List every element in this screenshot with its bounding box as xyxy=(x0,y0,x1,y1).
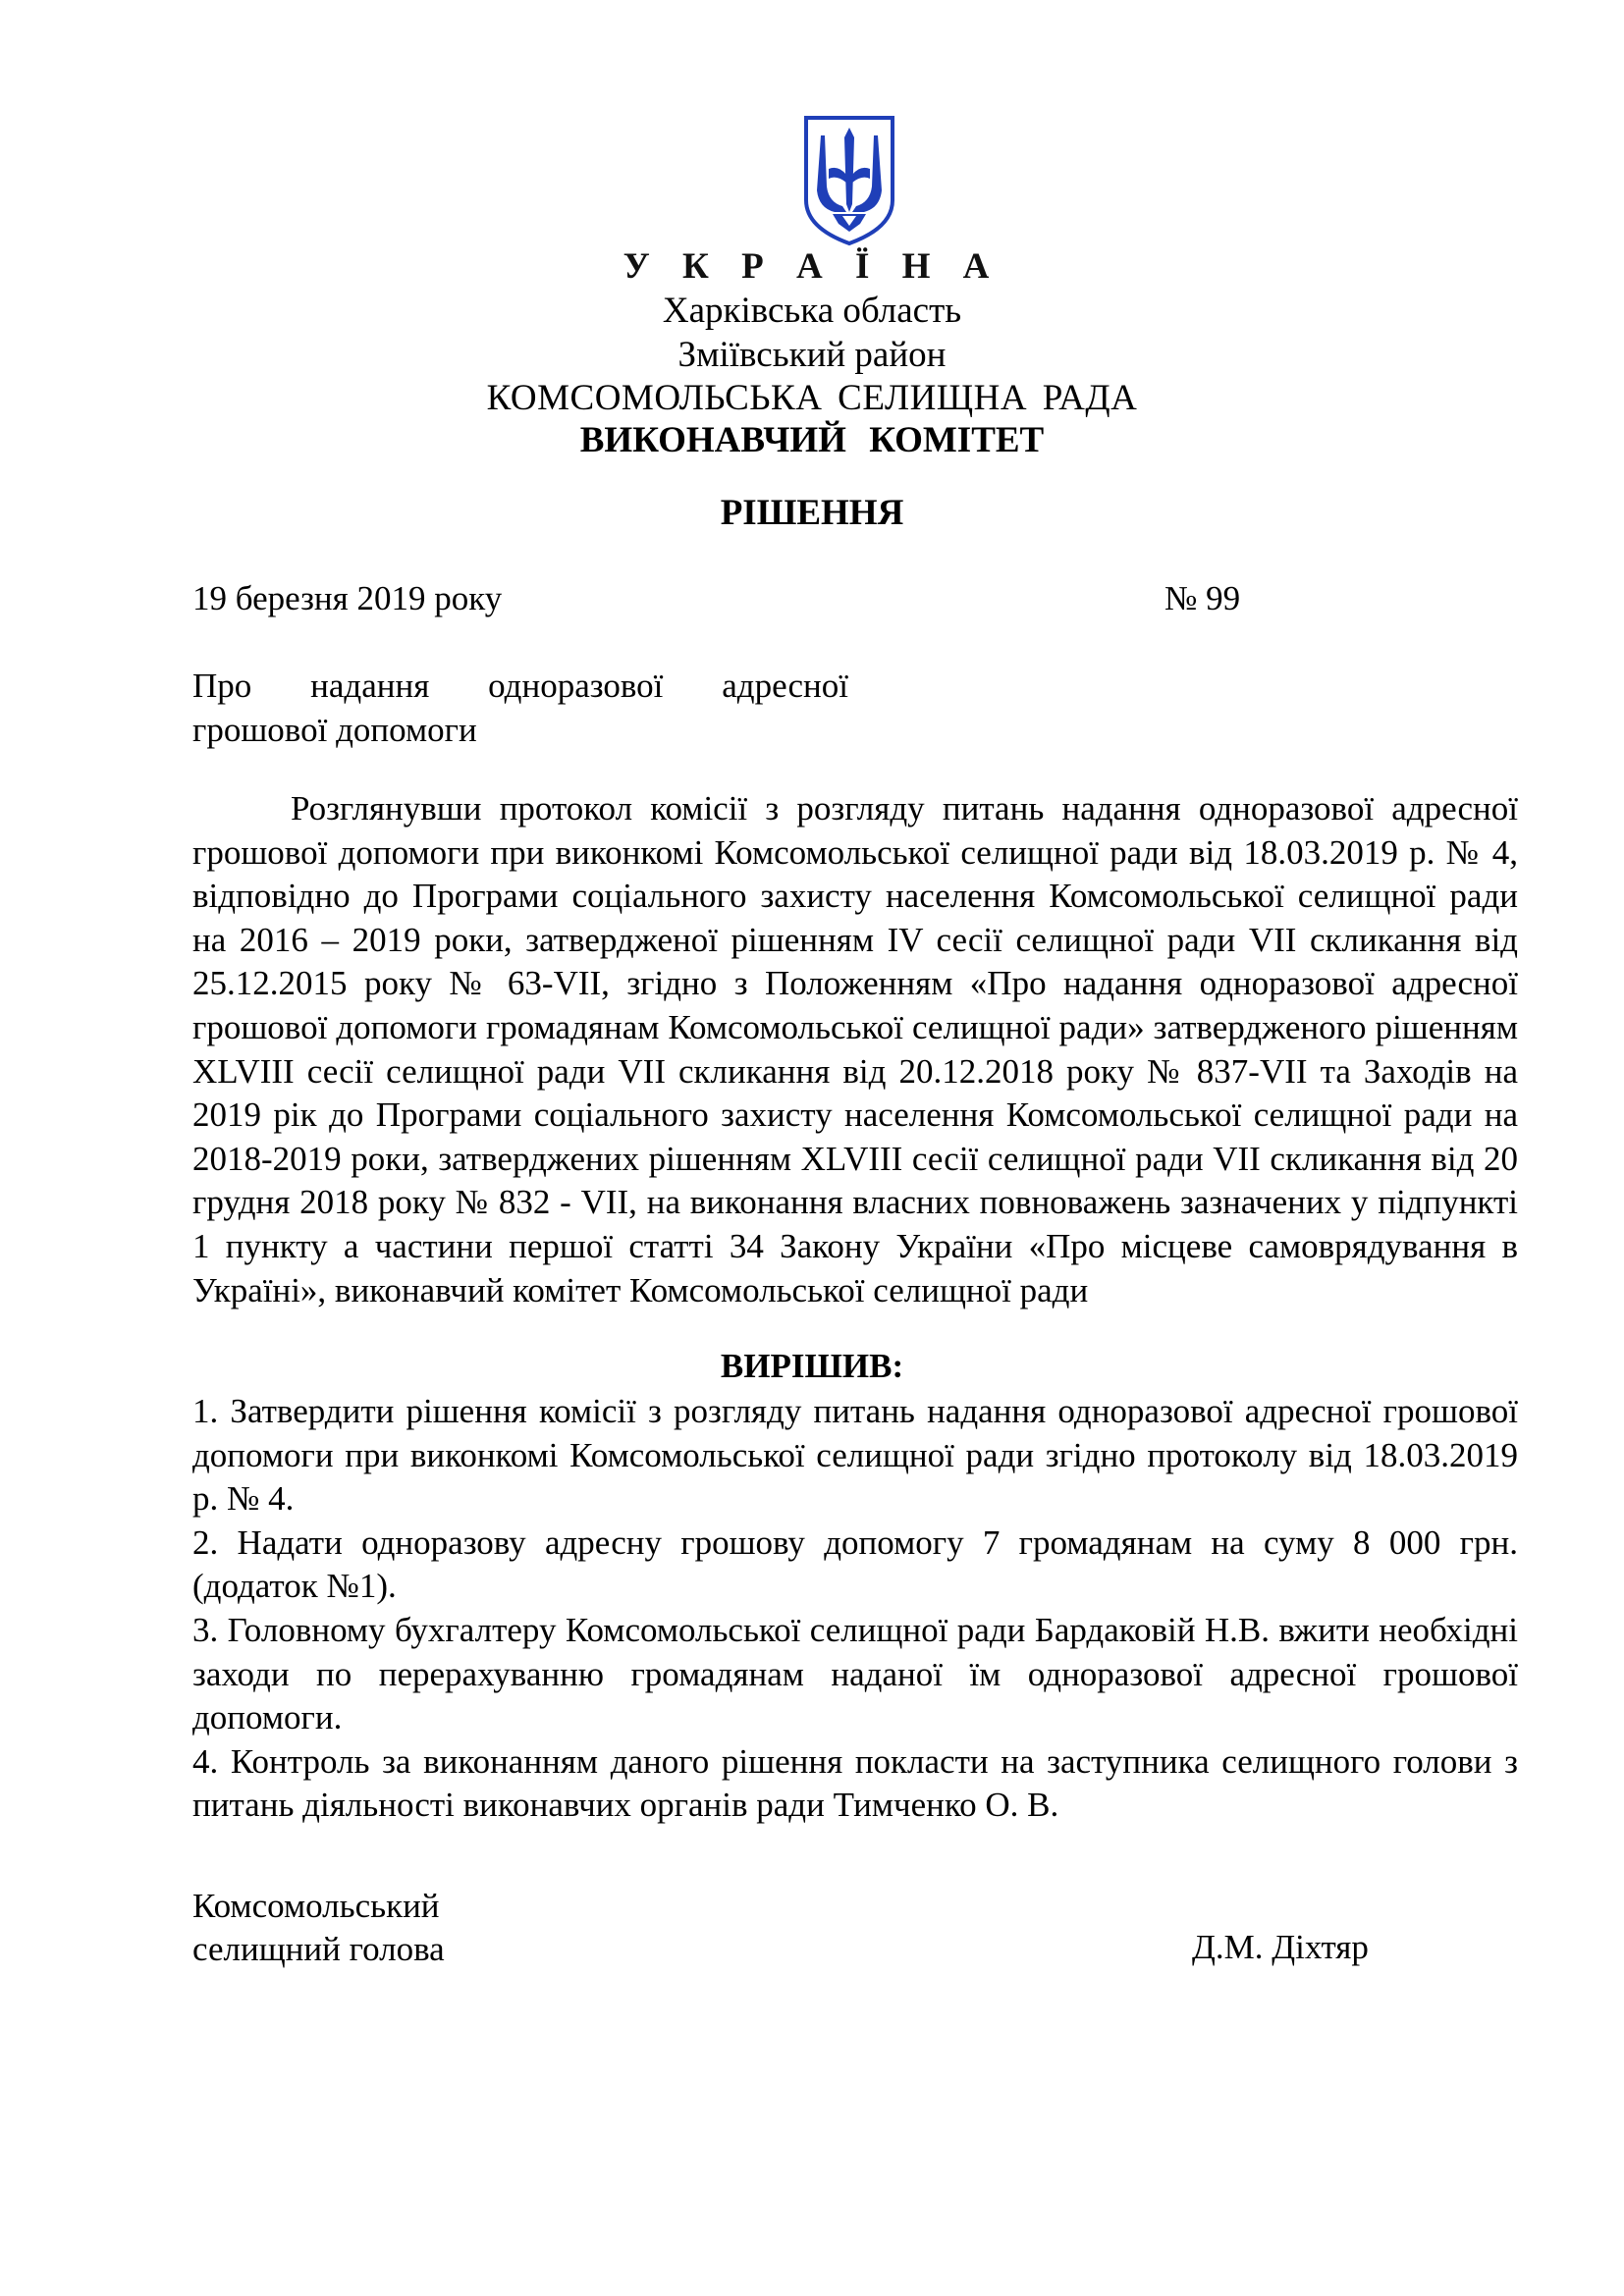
resolution-item: 4. Контроль за виконанням даного рішення покласти на заступника селищного голови з питань діяльності виконавчих органів ради Тимченко О. В. xyxy=(192,1741,1518,1825)
signatory-title-line-2: селищний голова xyxy=(192,1930,445,1968)
resolution-item: 2. Надати одноразову адресну грошову допомогу 7 громадянам на суму 8 000 грн. (додаток №1). xyxy=(192,1522,1518,1606)
decision-subject xyxy=(192,664,848,752)
ukraine-coat-of-arms-icon xyxy=(803,114,895,247)
committee-name: ВИКОНАВЧИЙ КОМІТЕТ xyxy=(579,420,1045,460)
resolved-heading: ВИРІШИВ: xyxy=(720,1347,904,1385)
signatory-name: Д.М. Діхтяр xyxy=(1192,1928,1369,1966)
subject-line-1: Про надання одноразової адресної xyxy=(192,667,848,705)
oblast-name: Харківська область xyxy=(662,291,962,331)
preamble-paragraph: Розглянувши протокол комісії з розгляду питань надання одноразової адресної грошової допомоги при виконкомі Комсомольської селищної ради від 18.03.2019 р. № 4, відповідно до Програми соціального захисту населення Комсомольської селищної ради на 2016 – 2019 роки, затвердженої рішенням IV сесії селищної ради VII скликання від 25.12.2015 року № 63-VII, згідно з Положенням «Про надання одноразової адресної грошової допомоги громадянам Комсомольської селищної ради» затвердженого рішенням XLVIII сесії селищної ради VII скликання від 20.12.2018 року № 837-VII та Заходів на 2019 рік до Програми соціального захисту населення Комсомольської селищної ради на 2018-2019 роки, затверджених рішенням XLVIII сесії селищної ради VII скликання від 20 грудня 2018 року № 832 - VII, на виконання власних повноважень зазначених у підпункті 1 пункту а частини першої статті 34 Закону України «Про місцеве самоврядування в Україні», виконавчий комітет Комсомольської селищної ради xyxy=(192,789,1518,1309)
decision-date: 19 березня 2019 року xyxy=(192,579,503,617)
resolution-items xyxy=(192,1390,1518,1828)
resolution-item: 1. Затвердити рішення комісії з розгляду питань надання одноразової адресної грошової допомоги при виконкомі Комсомольської селищної ради згідно протоколу від 18.03.2019 р. № 4. xyxy=(192,1392,1518,1519)
resolution-item: 3. Головному бухгалтеру Комсомольської селищної ради Бардаковій Н.В. вжити необхідні заходи по перерахуванню громадянам наданої їм одноразової адресної грошової допомоги. xyxy=(192,1610,1518,1737)
signatory-title xyxy=(192,1885,445,1971)
signatory-title-line-1: Комсомольський xyxy=(192,1887,440,1925)
decision-number: № 99 xyxy=(1164,579,1241,617)
council-name: КОМСОМОЛЬСЬКА СЕЛИЩНА РАДА xyxy=(486,378,1138,418)
subject-line-2: грошової допомоги xyxy=(192,711,477,749)
country-name: У К Р А Ї Н А xyxy=(623,246,1001,287)
document-type-title: РІШЕННЯ xyxy=(720,493,904,533)
raion-name: Зміївський район xyxy=(677,335,947,375)
